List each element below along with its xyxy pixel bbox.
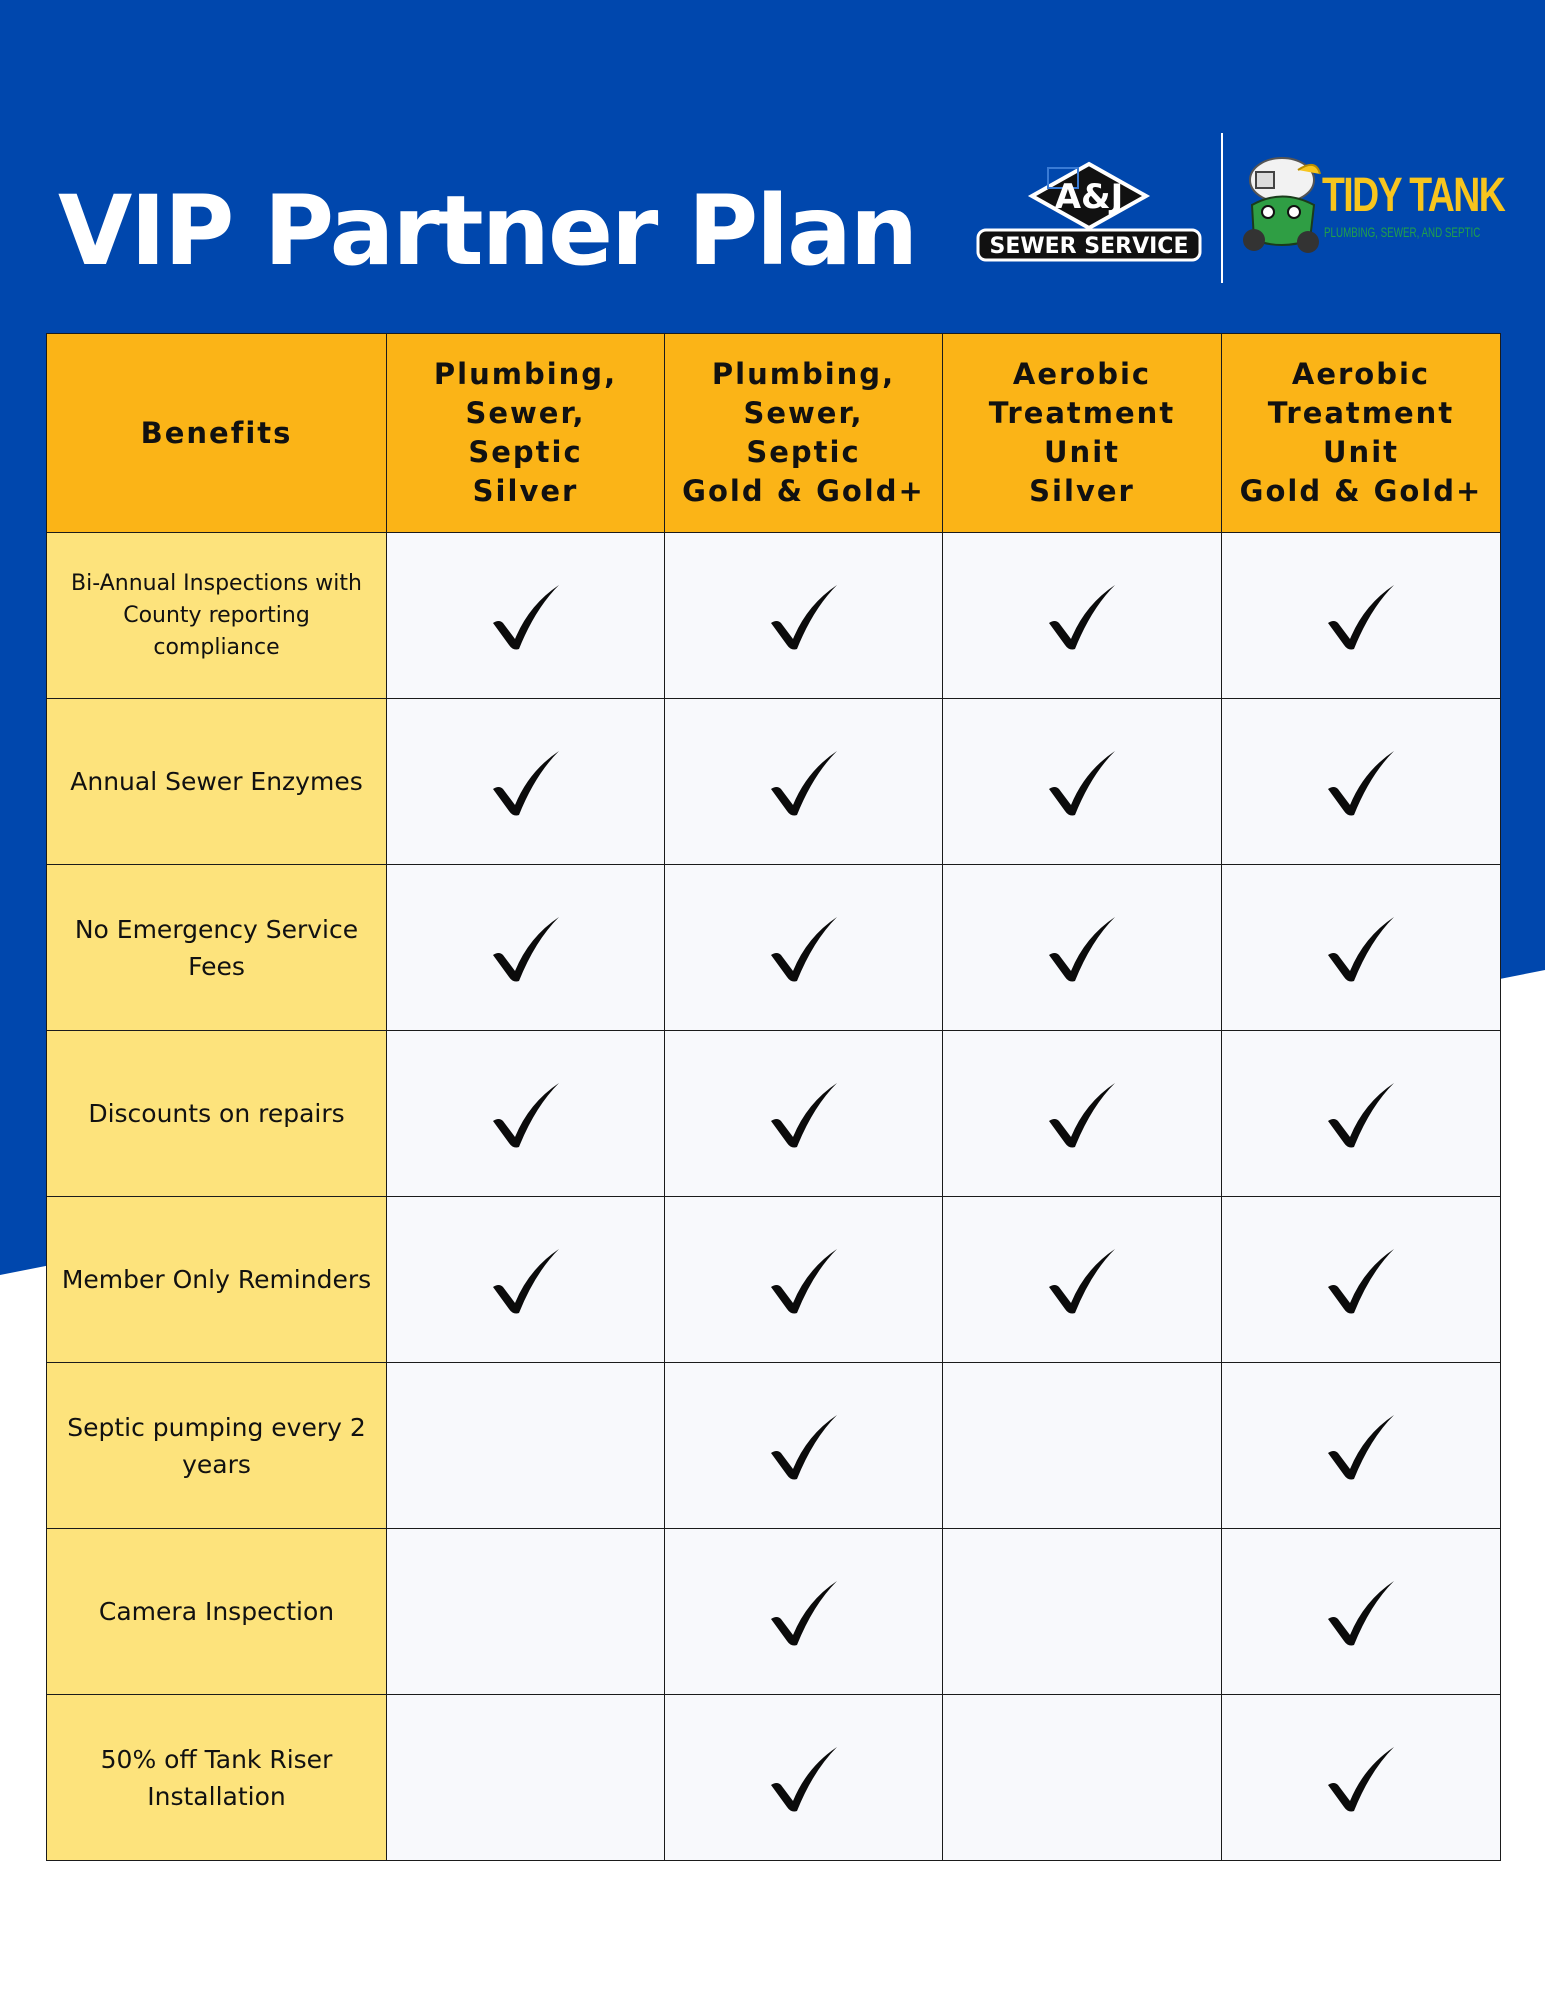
- checkmark-icon: [1324, 1243, 1398, 1317]
- plan-cell: [387, 533, 665, 699]
- checkmark-icon: [489, 579, 563, 653]
- checkmark-icon: [1324, 745, 1398, 819]
- column-header: Aerobic Treatment Unit Silver: [943, 334, 1222, 533]
- benefit-label: Camera Inspection: [47, 1529, 387, 1695]
- checkmark-icon: [489, 911, 563, 985]
- plan-cell: [943, 1363, 1222, 1529]
- checkmark-icon: [767, 1741, 841, 1815]
- checkmark-icon: [1045, 1077, 1119, 1151]
- plan-cell: [665, 865, 943, 1031]
- table-row: [47, 533, 1501, 699]
- plan-cell: [387, 1363, 665, 1529]
- benefit-label: Annual Sewer Enzymes: [47, 699, 387, 865]
- checkmark-icon: [767, 1077, 841, 1151]
- plan-cell: [1222, 1363, 1501, 1529]
- checkmark-icon: [489, 745, 563, 819]
- checkmark-icon: [1324, 911, 1398, 985]
- plan-cell: [665, 1031, 943, 1197]
- benefit-label: Member Only Reminders: [47, 1197, 387, 1363]
- checkmark-icon: [1324, 1077, 1398, 1151]
- table-row: [47, 699, 1501, 865]
- checkmark-icon: [1324, 579, 1398, 653]
- tidy-tank-tagline: PLUMBING, SEWER, AND SEPTIC: [1324, 224, 1481, 240]
- column-header: Plumbing, Sewer, Septic Silver: [387, 334, 665, 533]
- checkmark-icon: [767, 911, 841, 985]
- checkmark-icon: [767, 1243, 841, 1317]
- aj-monogram: A&J: [1054, 177, 1124, 217]
- benefit-label: 50% off Tank Riser Installation: [47, 1695, 387, 1861]
- plan-cell: [943, 1529, 1222, 1695]
- checkmark-icon: [1324, 1409, 1398, 1483]
- table-row: [47, 1031, 1501, 1197]
- table-row: [47, 1197, 1501, 1363]
- benefit-label: No Emergency Service Fees: [47, 865, 387, 1031]
- benefits-header: Benefits: [47, 334, 387, 533]
- checkmark-icon: [489, 1243, 563, 1317]
- plan-comparison-table: [46, 333, 1500, 1861]
- plan-cell: [943, 1695, 1222, 1861]
- table-row: [47, 1363, 1501, 1529]
- tidy-tank-logo: [1238, 150, 1520, 270]
- plan-cell: [665, 1363, 943, 1529]
- table-header-row: [47, 334, 1501, 533]
- plan-cell: [387, 1197, 665, 1363]
- plan-cell: [387, 1695, 665, 1861]
- column-header: Plumbing, Sewer, Septic Gold & Gold+: [665, 334, 943, 533]
- checkmark-icon: [1045, 1243, 1119, 1317]
- plan-cell: [1222, 1197, 1501, 1363]
- plan-cell: [1222, 533, 1501, 699]
- aj-sewer-service-logo: [974, 160, 1204, 270]
- plan-cell: [943, 1031, 1222, 1197]
- plan-cell: [943, 699, 1222, 865]
- plan-cell: [665, 533, 943, 699]
- plan-cell: [943, 1197, 1222, 1363]
- plan-cell: [1222, 1529, 1501, 1695]
- checkmark-icon: [767, 1409, 841, 1483]
- checkmark-icon: [1324, 1575, 1398, 1649]
- checkmark-icon: [767, 1575, 841, 1649]
- plan-cell: [387, 865, 665, 1031]
- tidy-tank-mascot-icon: [1238, 150, 1322, 260]
- plan-cell: [387, 1529, 665, 1695]
- table-row: [47, 1695, 1501, 1861]
- table-row: [47, 1529, 1501, 1695]
- plan-cell: [665, 1695, 943, 1861]
- benefit-label: Bi-Annual Inspections with County reporting compliance: [47, 533, 387, 699]
- plan-cell: [665, 1529, 943, 1695]
- tidy-tank-name: TIDY TANK: [1322, 169, 1505, 222]
- plan-cell: [665, 699, 943, 865]
- checkmark-icon: [1045, 745, 1119, 819]
- benefit-label: Septic pumping every 2 years: [47, 1363, 387, 1529]
- plan-cell: [387, 699, 665, 865]
- checkmark-icon: [1045, 579, 1119, 653]
- plan-cell: [1222, 1031, 1501, 1197]
- benefit-label: Discounts on repairs: [47, 1031, 387, 1197]
- logo-divider: [1221, 133, 1223, 283]
- table-row: [47, 865, 1501, 1031]
- plan-cell: [387, 1031, 665, 1197]
- aj-name: SEWER SERVICE: [989, 234, 1189, 259]
- plan-cell: [943, 533, 1222, 699]
- page-title: VIP Partner Plan: [58, 175, 917, 287]
- column-header: Aerobic Treatment Unit Gold & Gold+: [1222, 334, 1501, 533]
- checkmark-icon: [489, 1077, 563, 1151]
- plan-cell: [1222, 699, 1501, 865]
- checkmark-icon: [1324, 1741, 1398, 1815]
- checkmark-icon: [1045, 911, 1119, 985]
- checkmark-icon: [767, 579, 841, 653]
- plan-cell: [1222, 1695, 1501, 1861]
- plan-cell: [1222, 865, 1501, 1031]
- plan-cell: [665, 1197, 943, 1363]
- checkmark-icon: [767, 745, 841, 819]
- plan-cell: [943, 865, 1222, 1031]
